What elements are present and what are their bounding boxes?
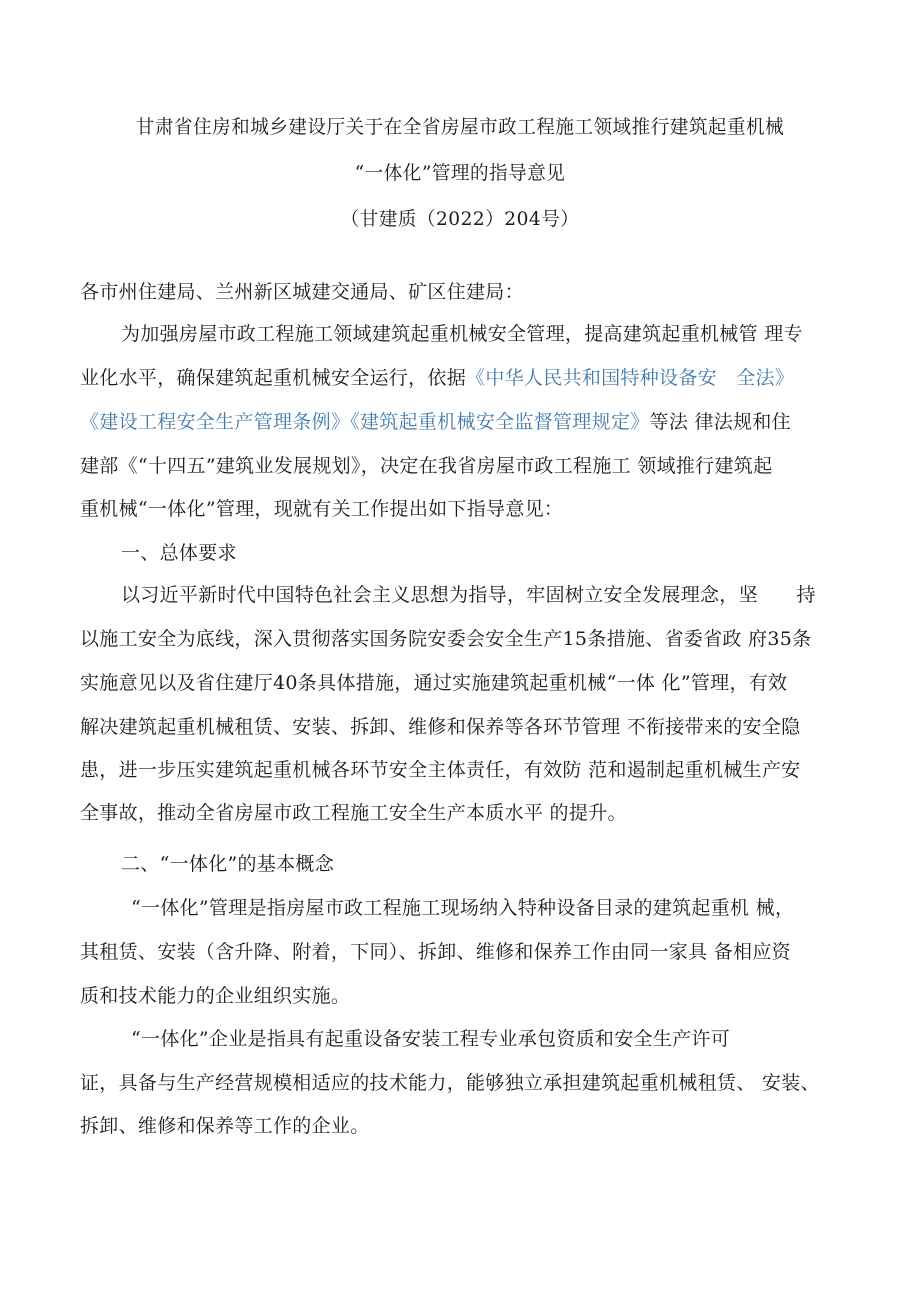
section-2-para-2-line-2: 证，具备与生产经营规模相适应的技术能力，能够独立承担建筑起重机械租赁、 安装、 <box>80 1072 820 1094</box>
document-title-line-2: “一体化”管理的指导意见 <box>354 162 566 184</box>
section-2-heading: 二、“一体化”的基本概念 <box>121 853 335 875</box>
regulations-link[interactable]: 《建设工程安全生产管理条例》《建筑起重机械安全监督管理规定》 <box>80 411 650 433</box>
intro-line-3 <box>80 410 791 434</box>
section-1-line-4: 解决建筑起重机械租赁、安装、拆卸、维修和保养等各环节管理 不衔接带来的安全隐 <box>80 716 801 738</box>
section-1-line-5: 患，进一步压实建筑起重机械各环节安全主体责任，有效防 范和遏制起重机械生产安 <box>80 759 801 781</box>
intro-line-2 <box>80 366 794 390</box>
section-2-para-2-line-1: “一体化”企业是指具有起重设备安装工程专业承包资质和安全生产许可 <box>131 1028 731 1050</box>
special-equipment-law-link[interactable]: 《中华人民共和国特种设备安 全法》 <box>466 367 795 389</box>
section-2-para-1-line-3: 质和技术能力的企业组织实施。 <box>80 985 351 1007</box>
section-1-heading: 一、总体要求 <box>121 542 237 564</box>
section-1-line-2: 以施工安全为底线，深入贯彻落实国务院安委会安全生产15条措施、省委省政 府35条 <box>80 628 812 650</box>
intro-line-3-text: 等法 律法规和住 <box>649 411 791 433</box>
intro-line-4: 建部《“十四五”建筑业发展规划》，决定在我省房屋市政工程施工 领域推行建筑起 <box>80 455 773 477</box>
section-1-line-6: 全事故，推动全省房屋市政工程施工安全生产本质水平 的提升。 <box>80 802 627 824</box>
intro-line-5: 重机械“一体化”管理，现就有关工作提出如下指导意见： <box>80 498 564 520</box>
intro-line-2-text: 业化水平，确保建筑起重机械安全运行，依据 <box>80 367 467 389</box>
intro-line-1: 为加强房屋市政工程施工领域建筑起重机械安全管理，提高建筑起重机械管 理专 <box>121 323 803 345</box>
section-2-para-1-line-2: 其租赁、安装（含升降、附着，下同）、拆卸、维修和保养工作由同一家具 备相应资 <box>80 941 791 963</box>
section-2-para-1-line-1: “一体化”管理是指房屋市政工程施工现场纳入特种设备目录的建筑起重机 械， <box>131 897 795 919</box>
document-number: （甘建质（2022）204号） <box>340 208 580 230</box>
section-2-para-2-line-3: 拆卸、维修和保养等工作的企业。 <box>80 1115 370 1137</box>
addressee: 各市州住建局、兰州新区城建交通局、矿区住建局： <box>80 281 524 303</box>
document-title-line-1: 甘肃省住房和城乡建设厅关于在全省房屋市政工程施工领域推行建筑起重机械 <box>135 116 785 138</box>
section-1-line-3: 实施意见以及省住建厅40条具体措施，通过实施建筑起重机械“一体 化”管理，有效 <box>80 672 788 694</box>
section-1-line-1: 以习近平新时代中国特色社会主义思想为指导，牢固树立安全发展理念，坚 持 <box>121 584 816 606</box>
